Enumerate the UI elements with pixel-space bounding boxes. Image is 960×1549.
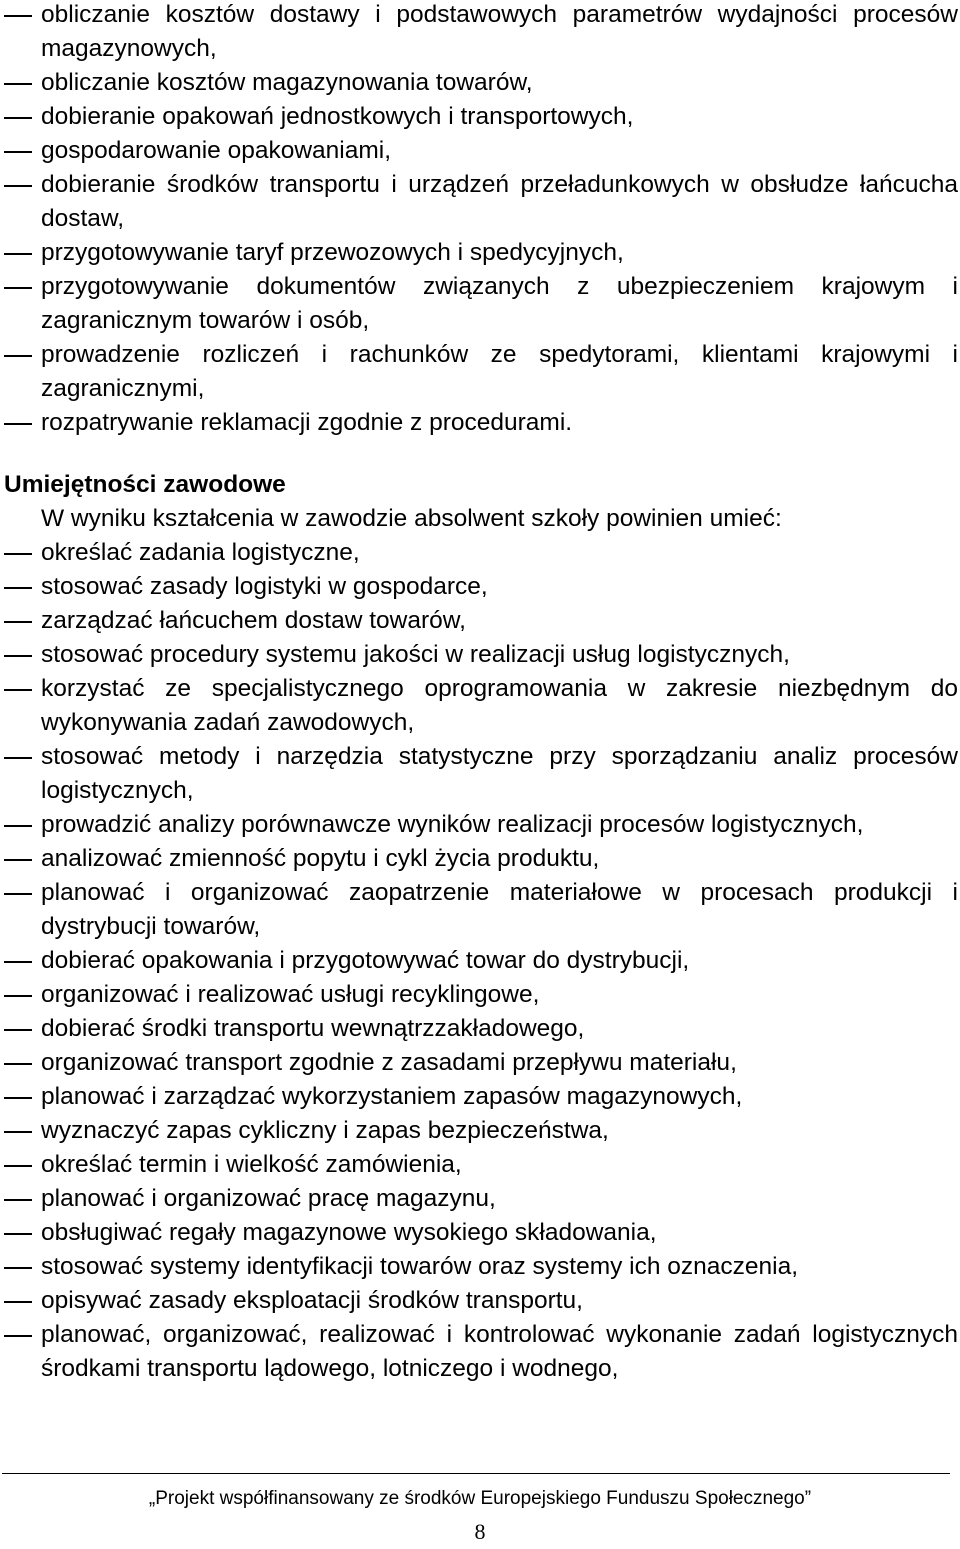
list-item: określać zadania logistyczne, — [0, 536, 958, 570]
list-item: dobieranie środków transportu i urządzeń przeładunkowych w obsłudze łańcucha dostaw, — [0, 168, 958, 236]
dash-bullet — [4, 423, 32, 425]
dash-bullet — [4, 1199, 32, 1201]
dash-bullet — [4, 893, 32, 895]
section-intro: W wyniku kształcenia w zawodzie absolwent szkoły powinien umieć: — [41, 505, 782, 532]
dash-bullet — [4, 83, 32, 85]
dash-bullet — [4, 15, 32, 17]
list-item: opisywać zasady eksploatacji środków transportu, — [0, 1284, 958, 1318]
dash-bullet — [4, 1063, 32, 1065]
dash-bullet — [4, 1029, 32, 1031]
dash-bullet — [4, 655, 32, 657]
dash-bullet — [4, 587, 32, 589]
list-item: dobieranie opakowań jednostkowych i transportowych, — [0, 100, 958, 134]
dash-bullet — [4, 151, 32, 153]
list-item: przygotowywanie dokumentów związanych z ubezpieczeniem krajowym i zagranicznym towarów i osób, — [0, 270, 958, 338]
list-item: prowadzić analizy porównawcze wyników realizacji procesów logistycznych, — [0, 808, 958, 842]
dash-bullet — [4, 757, 32, 759]
list-item: zarządzać łańcuchem dostaw towarów, — [0, 604, 958, 638]
list-item: gospodarowanie opakowaniami, — [0, 134, 958, 168]
dash-bullet — [4, 1335, 32, 1337]
list-item: dobierać środki transportu wewnątrzzakładowego, — [0, 1012, 958, 1046]
dash-bullet — [4, 553, 32, 555]
list-item: obliczanie kosztów magazynowania towarów, — [0, 66, 958, 100]
dash-bullet — [4, 1097, 32, 1099]
list-item: obsługiwać regały magazynowe wysokiego składowania, — [0, 1216, 958, 1250]
list-item: stosować procedury systemu jakości w realizacji usług logistycznych, — [0, 638, 958, 672]
dash-bullet — [4, 117, 32, 119]
list-item: dobierać opakowania i przygotowywać towar do dystrybucji, — [0, 944, 958, 978]
list-item: korzystać ze specjalistycznego oprogramowania w zakresie niezbędnym do wykonywania zadań zawodowych, — [0, 672, 958, 740]
dash-bullet — [4, 253, 32, 255]
list-item: planować i zarządzać wykorzystaniem zapasów magazynowych, — [0, 1080, 958, 1114]
dash-bullet — [4, 1301, 32, 1303]
dash-bullet — [4, 689, 32, 691]
dash-bullet — [4, 185, 32, 187]
list-item: stosować zasady logistyki w gospodarce, — [0, 570, 958, 604]
dash-bullet — [4, 287, 32, 289]
list-item: planować i organizować pracę magazynu, — [0, 1182, 958, 1216]
list-item: planować i organizować zaopatrzenie materiałowe w procesach produkcji i dystrybucji towarów, — [0, 876, 958, 944]
dash-bullet — [4, 859, 32, 861]
list-item: planować, organizować, realizować i kontrolować wykonanie zadań logistycznych środkami transportu lądowego, lotniczego i wodnego, — [0, 1318, 958, 1386]
dash-bullet — [4, 1267, 32, 1269]
footer-text: „Projekt współfinansowany ze środków Europejskiego Funduszu Społecznego” — [148, 1488, 812, 1509]
skills-list-continued — [0, 0, 958, 440]
list-item: stosować systemy identyfikacji towarów oraz systemy ich oznaczenia, — [0, 1250, 958, 1284]
dash-bullet — [4, 1165, 32, 1167]
professional-skills-list — [0, 536, 958, 1386]
list-item: obliczanie kosztów dostawy i podstawowych parametrów wydajności procesów magazynowych, — [0, 0, 958, 66]
list-item: prowadzenie rozliczeń i rachunków ze spedytorami, klientami krajowymi i zagranicznymi, — [0, 338, 958, 406]
list-item: określać termin i wielkość zamówienia, — [0, 1148, 958, 1182]
dash-bullet — [4, 1233, 32, 1235]
list-item: wyznaczyć zapas cykliczny i zapas bezpieczeństwa, — [0, 1114, 958, 1148]
footer-divider — [2, 1473, 950, 1474]
dash-bullet — [4, 1131, 32, 1133]
dash-bullet — [4, 961, 32, 963]
list-item: organizować i realizować usługi recyklingowe, — [0, 978, 958, 1012]
dash-bullet — [4, 825, 32, 827]
section-heading: Umiejętności zawodowe — [4, 471, 286, 498]
list-item: analizować zmienność popytu i cykl życia produktu, — [0, 842, 958, 876]
list-item: stosować metody i narzędzia statystyczne przy sporządzaniu analiz procesów logistycznych, — [0, 740, 958, 808]
dash-bullet — [4, 995, 32, 997]
page-number: 8 — [474, 1519, 486, 1544]
dash-bullet — [4, 621, 32, 623]
list-item: rozpatrywanie reklamacji zgodnie z procedurami. — [0, 406, 958, 440]
list-item: organizować transport zgodnie z zasadami przepływu materiału, — [0, 1046, 958, 1080]
dash-bullet — [4, 355, 32, 357]
list-item: przygotowywanie taryf przewozowych i spedycyjnych, — [0, 236, 958, 270]
